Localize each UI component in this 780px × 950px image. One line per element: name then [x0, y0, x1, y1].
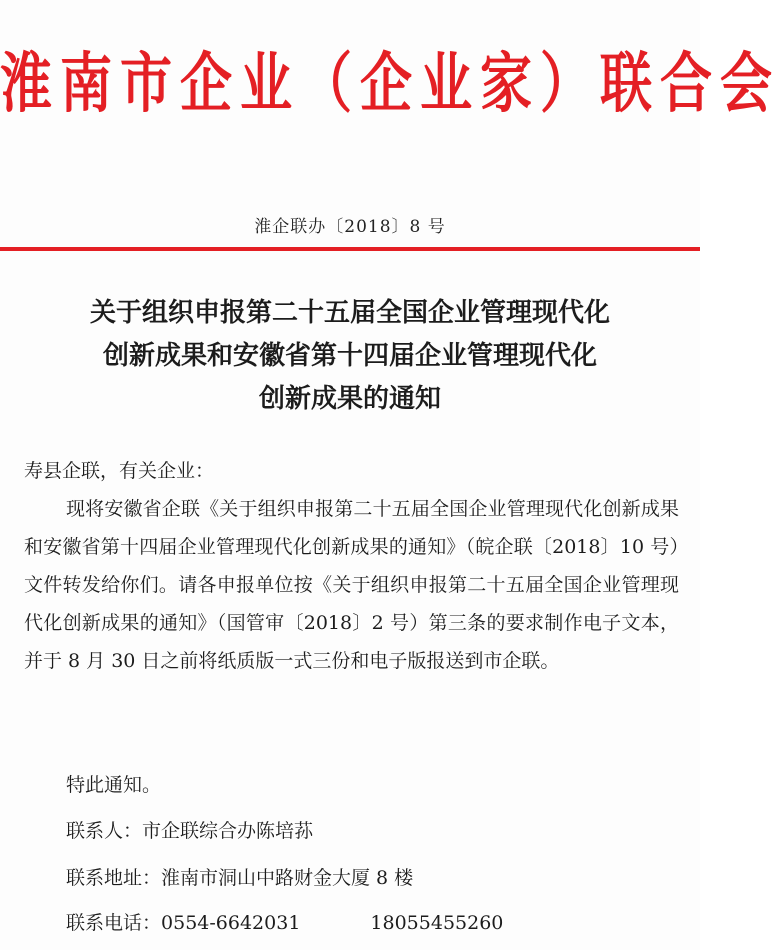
salutation: 寿县企联，有关企业： [24, 460, 215, 482]
document-number: 淮企联办〔2018〕8 号 [254, 217, 446, 237]
contact-address-value: 淮南市洞山中路财金大厦 8 楼 [161, 867, 414, 889]
title-line-1: 关于组织申报第二十五届全国企业管理现代化 [89, 298, 610, 328]
header-divider [0, 247, 700, 251]
document-body [24, 452, 679, 680]
contact-phone-value-1: 0554-6642031 [161, 912, 301, 934]
contact-phone-label: 联系电话： [66, 912, 162, 934]
title-line-3: 创新成果的通知 [258, 384, 441, 414]
letterhead-title: 淮南市企业（企业家）联合会 [0, 45, 780, 122]
closing-notice: 特此通知。 [66, 774, 162, 796]
body-paragraph: 现将安徽省企联《关于组织申报第二十五届全国企业管理现代化创新成果和安徽省第十四届企业管理现代化创新成果的通知》（皖企联〔2018〕10 号）文件转发给你们。请各申报单位按《关于组织申报第二十五届全国企业管理现代化创新成果的通知》（国管审〔2018〕2 号）第三条的要求制作电子文本，并于 8 月 30 日之前将纸质版一式三份和电子版报送到市企联。 [24, 498, 679, 672]
contact-address [66, 863, 413, 890]
contact-person [66, 816, 313, 843]
contact-person-label: 联系人： [66, 820, 143, 842]
contact-address-label: 联系地址： [66, 867, 162, 889]
document-title [0, 292, 700, 421]
title-line-2: 创新成果和安徽省第十四届企业管理现代化 [102, 341, 597, 371]
contact-person-value: 市企联综合办陈培荪 [142, 820, 314, 842]
contact-phone-value-2: 18055455260 [370, 912, 504, 934]
contact-phone [66, 908, 503, 935]
